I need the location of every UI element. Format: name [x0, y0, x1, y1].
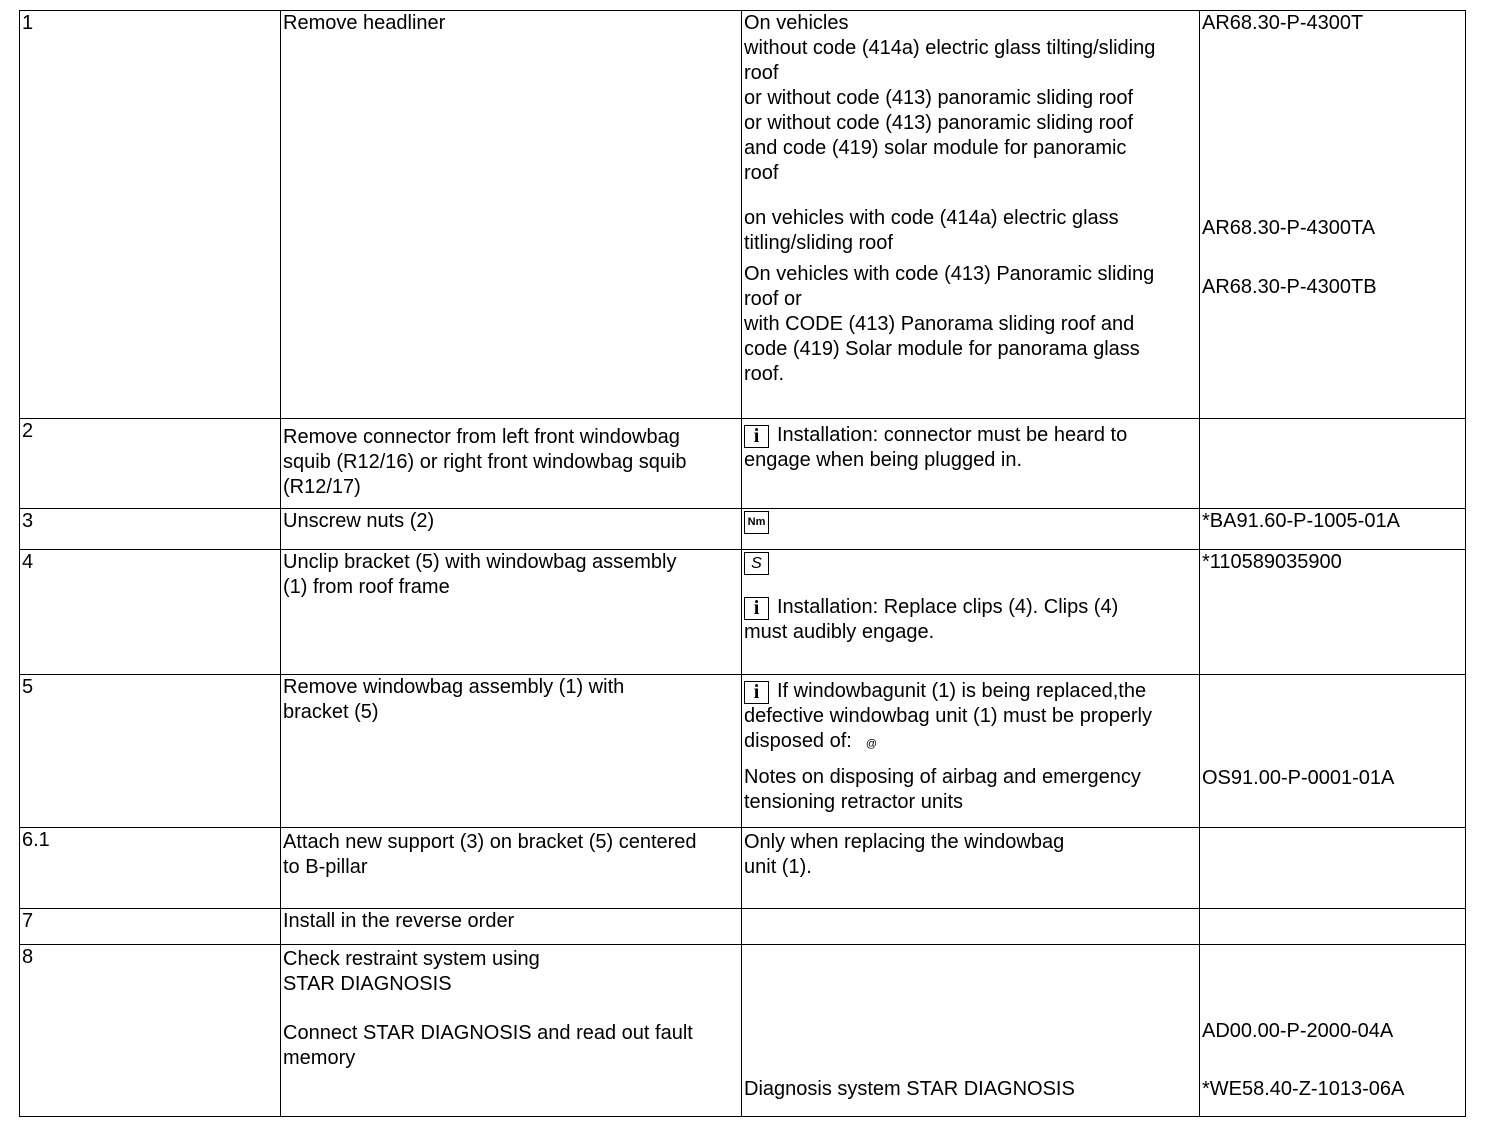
- step-action: [281, 419, 742, 509]
- step-number: 7: [20, 909, 281, 945]
- step-notes: [742, 11, 1200, 419]
- note-line: If windowbagunit (1) is being replaced,the: [777, 680, 1147, 702]
- step-number: 6.1: [20, 828, 281, 909]
- note-line: Notes on disposing of airbag and emergency: [744, 766, 1141, 788]
- note-line: Installation: connector must be heard to: [777, 424, 1128, 446]
- note-line: Only when replacing the windowbag: [744, 831, 1065, 853]
- doc-reference-link[interactable]: *110589035900: [1202, 551, 1342, 573]
- table-row: [20, 509, 1466, 550]
- note-line: roof or: [744, 288, 802, 310]
- doc-reference-link[interactable]: AD00.00-P-2000-04A: [1202, 1020, 1394, 1042]
- note-line: titling/sliding roof: [744, 232, 893, 254]
- note-line: or without code (413) panoramic sliding roof: [744, 112, 1134, 134]
- step-notes: [742, 509, 1200, 550]
- step-refs: [1200, 828, 1466, 909]
- table-row: [20, 11, 1466, 419]
- note-line: with CODE (413) Panorama sliding roof and: [744, 313, 1135, 335]
- note-line: and code (419) solar module for panoramic: [744, 137, 1127, 159]
- table-row: [20, 550, 1466, 675]
- note-line: On vehicles: [744, 12, 849, 34]
- note-line: code (419) Solar module for panorama glass: [744, 338, 1140, 360]
- step-refs: [1200, 550, 1466, 675]
- action-line: Check restraint system using: [283, 948, 540, 970]
- note-line: roof.: [744, 363, 785, 385]
- step-action: [281, 675, 742, 828]
- table-row: [20, 909, 1466, 945]
- note-line: Installation: Replace clips (4). Clips (4): [777, 596, 1119, 618]
- action-line: to B-pillar: [283, 856, 368, 878]
- table-row: [20, 419, 1466, 509]
- action-line: Install in the reverse order: [283, 910, 515, 932]
- note-line: defective windowbag unit (1) must be properly: [744, 705, 1152, 727]
- action-line: Remove windowbag assembly (1) with: [283, 676, 625, 698]
- step-notes: [742, 828, 1200, 909]
- note-line: on vehicles with code (414a) electric glass: [744, 207, 1119, 229]
- step-notes: [742, 550, 1200, 675]
- step-action: [281, 945, 742, 1117]
- torque-icon[interactable]: Nm: [744, 511, 769, 534]
- step-action: [281, 550, 742, 675]
- step-number: 2: [20, 419, 281, 509]
- action-line: bracket (5): [283, 701, 379, 723]
- table-row: [20, 828, 1466, 909]
- note-line: unit (1).: [744, 856, 812, 878]
- step-refs: [1200, 675, 1466, 828]
- doc-reference-link[interactable]: OS91.00-P-0001-01A: [1202, 767, 1395, 789]
- note-line: without code (414a) electric glass tilting/sliding: [744, 37, 1156, 59]
- action-line: Unclip bracket (5) with windowbag assembly: [283, 551, 677, 573]
- info-icon: i: [744, 681, 769, 704]
- step-notes: [742, 945, 1200, 1117]
- step-number: 5: [20, 675, 281, 828]
- at-sign-icon[interactable]: @: [865, 738, 878, 750]
- action-line: squib (R12/16) or right front windowbag squib: [283, 451, 687, 473]
- note-line: or without code (413) panoramic sliding roof: [744, 87, 1134, 109]
- step-notes: [742, 419, 1200, 509]
- action-line: Connect STAR DIAGNOSIS and read out fault: [283, 1022, 693, 1044]
- step-refs: [1200, 909, 1466, 945]
- note-line: On vehicles with code (413) Panoramic sliding: [744, 263, 1155, 285]
- note-line: disposed of:: [744, 730, 852, 752]
- note-line: Diagnosis system STAR DIAGNOSIS: [744, 1078, 1075, 1100]
- step-number: 3: [20, 509, 281, 550]
- step-number: 8: [20, 945, 281, 1117]
- step-refs: [1200, 419, 1466, 509]
- action-line: Unscrew nuts (2): [283, 510, 435, 532]
- action-line: (R12/17): [283, 476, 361, 498]
- table-row: [20, 945, 1466, 1117]
- step-action: [281, 11, 742, 419]
- special-tool-icon[interactable]: S: [744, 552, 769, 575]
- procedure-table: [19, 10, 1466, 1117]
- note-line: engage when being plugged in.: [744, 449, 1023, 471]
- action-line: Attach new support (3) on bracket (5) centered: [283, 831, 697, 853]
- table-row: [20, 675, 1466, 828]
- note-line: roof: [744, 62, 779, 84]
- action-line: STAR DIAGNOSIS: [283, 973, 452, 995]
- step-notes: [742, 675, 1200, 828]
- step-refs: [1200, 11, 1466, 419]
- doc-reference-link[interactable]: AR68.30-P-4300TA: [1202, 217, 1376, 239]
- step-number: 1: [20, 11, 281, 419]
- step-number: 4: [20, 550, 281, 675]
- step-action: [281, 828, 742, 909]
- note-line: tensioning retractor units: [744, 791, 964, 813]
- action-line: (1) from roof frame: [283, 576, 450, 598]
- action-line: Remove connector from left front windowbag: [283, 426, 680, 448]
- note-line: roof: [744, 162, 779, 184]
- step-refs: [1200, 945, 1466, 1117]
- info-icon: i: [744, 425, 769, 448]
- info-icon: i: [744, 597, 769, 620]
- note-line: must audibly engage.: [744, 621, 935, 643]
- step-refs: [1200, 509, 1466, 550]
- step-notes: [742, 909, 1200, 945]
- step-action: [281, 509, 742, 550]
- doc-reference-link[interactable]: *BA91.60-P-1005-01A: [1202, 510, 1400, 532]
- step-action: [281, 909, 742, 945]
- doc-reference-link[interactable]: *WE58.40-Z-1013-06A: [1202, 1078, 1405, 1100]
- doc-reference-link[interactable]: AR68.30-P-4300T: [1202, 12, 1364, 34]
- action-line: Remove headliner: [283, 12, 446, 34]
- doc-reference-link[interactable]: AR68.30-P-4300TB: [1202, 276, 1377, 298]
- action-line: memory: [283, 1047, 356, 1069]
